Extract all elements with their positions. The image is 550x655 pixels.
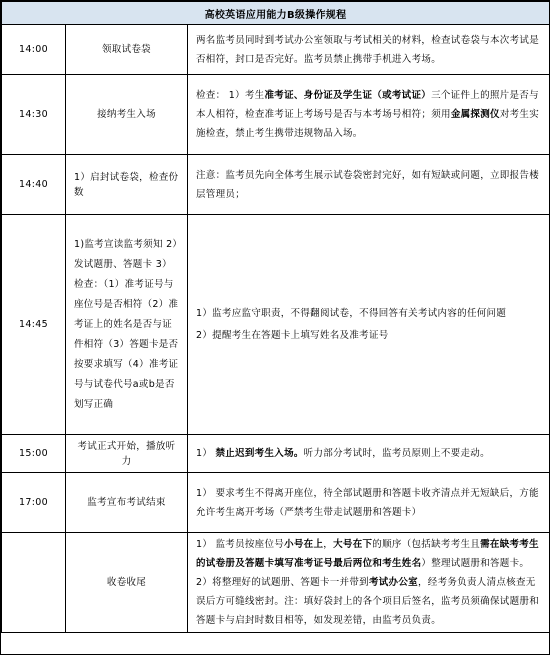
table-row xyxy=(2,473,550,533)
text-segment: ）整理试题册和答题卡。 2）将整理好的试题册、答题卡一并带到 xyxy=(196,558,530,588)
row-time xyxy=(2,533,66,633)
row-task: 1）启封试卷袋，检查份数 xyxy=(66,155,188,215)
text-segment: ，经考务负责人清点核查无误后方可缝线密封。注：填好袋封上的各个项目后签名，监考员须确保试题册和答题卡与启封时数目相等，如发现差错，由监考员负责。 xyxy=(196,577,540,626)
row-desc: 1） 要求考生不得离开座位，待全部试题册和答题卡收齐清点并无短缺后，方能允许考生离开考场（严禁考生带走试题册和答题卡） xyxy=(188,473,550,533)
row-desc xyxy=(188,215,550,435)
row-desc xyxy=(188,75,550,155)
table-row xyxy=(2,215,550,435)
table-row xyxy=(2,533,550,633)
table-row xyxy=(2,75,550,155)
bold-text: 需在缺考考生的试卷册及答题卡填写准考证号最后两位和考生姓名 xyxy=(196,539,539,569)
row-task: 领取试卷袋 xyxy=(66,25,188,75)
table-row xyxy=(2,435,550,473)
row-time: 14:00 xyxy=(2,25,66,75)
text-segment: ， xyxy=(323,539,334,550)
text-segment: 1） xyxy=(196,448,216,459)
text-segment: 1） 监考员按座位号 xyxy=(196,539,285,550)
bold-text: 小号在上 xyxy=(284,539,324,550)
row-time: 17:00 xyxy=(2,473,66,533)
bold-text: 大号在下 xyxy=(333,539,373,550)
row-task: 收卷收尾 xyxy=(66,533,188,633)
text-segment: 听力部分考试时，监考员原则上不要走动。 xyxy=(303,448,490,459)
row-task: 考试正式开始，播放听力 xyxy=(66,435,188,473)
table-row xyxy=(2,155,550,215)
row-task: 1)监考宣读监考须知 2）发试题册、答题卡 3）检查：（1）准考证号与座位号是否相符（2）准考证上的姓名是否与证件相符（3）答题卡是否按要求填写（4）准考证号与试卷代号a或b是否划写正确 xyxy=(66,215,188,435)
text-segment: 三个证件上的照片是否与本人相符，检查准考证上考场号是否与本考场号相符；须用 xyxy=(196,90,539,120)
row-task: 监考宣布考试结束 xyxy=(66,473,188,533)
row-time: 14:40 xyxy=(2,155,66,215)
text-segment: 的顺序（包括缺考考生且 xyxy=(372,539,481,550)
text-segment: 检查： 1）考生 xyxy=(196,90,265,101)
row-desc xyxy=(188,533,550,633)
bold-text: 准考证、身份证及学生证（或考试证） xyxy=(264,90,432,101)
text-segment: 对考生实施检查，禁止考生携带违规物品入场。 xyxy=(196,109,540,139)
bold-text: 考试办公室 xyxy=(368,577,418,588)
row-task: 接纳考生入场 xyxy=(66,75,188,155)
bold-text: 禁止迟到考生入场。 xyxy=(215,448,304,459)
row-desc: 两名监考员同时到考试办公室领取与考试相关的材料，检查试卷袋与本次考试是否相符，封口是否完好。监考员禁止携带手机进入考场。 xyxy=(188,25,550,75)
desc-line: 2）提醒考生在答题卡上填写姓名及准考证号 xyxy=(196,329,389,341)
row-time: 15:00 xyxy=(2,435,66,473)
bold-text: 金属探测仪 xyxy=(450,109,500,120)
table-row xyxy=(2,25,550,75)
desc-line: 1）监考应监守职责，不得翻阅试卷，不得回答有关考试内容的任何问题 xyxy=(196,307,507,319)
row-time: 14:45 xyxy=(2,215,66,435)
row-desc: 注意：监考员先向全体考生展示试卷袋密封完好，如有短缺或问题，立即报告楼层管理员； xyxy=(188,155,550,215)
table-title: 高校英语应用能力B级操作规程 xyxy=(2,2,550,25)
row-time: 14:30 xyxy=(2,75,66,155)
procedure-table xyxy=(1,1,550,633)
row-desc xyxy=(188,435,550,473)
